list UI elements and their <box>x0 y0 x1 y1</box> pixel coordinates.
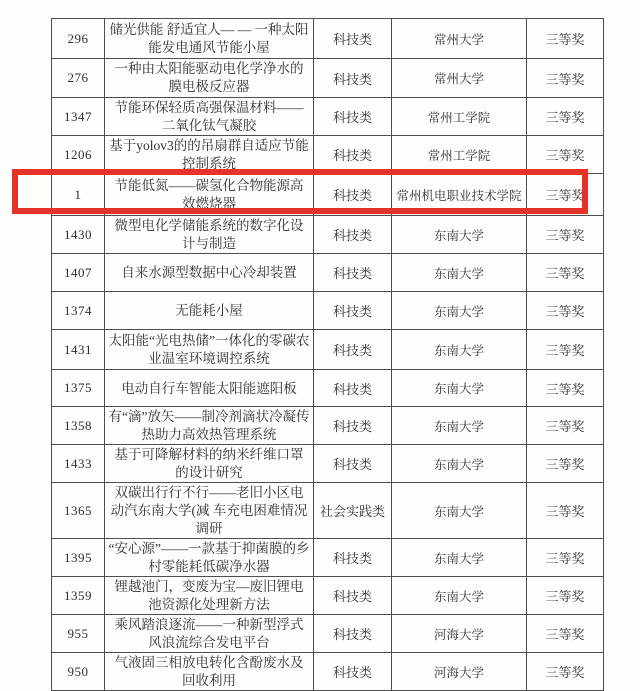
table-row <box>52 216 604 254</box>
category-cell: 科技类 <box>314 136 392 174</box>
table-row <box>52 330 604 370</box>
category-cell: 科技类 <box>314 615 392 653</box>
table-row <box>52 292 604 330</box>
award-cell: 三等奖 <box>527 59 604 98</box>
table-row <box>52 136 604 174</box>
table-row <box>52 407 604 445</box>
award-cell: 三等奖 <box>527 615 604 653</box>
project-title-cell: 基于yolov3的的吊扇群自适应节能控制系统 <box>105 136 314 174</box>
category-cell: 科技类 <box>314 539 392 577</box>
category-cell: 社会实践类 <box>314 483 392 539</box>
entry-number-cell: 1347 <box>52 98 105 136</box>
award-cell: 三等奖 <box>527 254 604 292</box>
project-title-cell: 微型电化学储能系统的数字化设计与制造 <box>105 216 314 254</box>
awards-table <box>51 18 604 691</box>
table-row <box>52 577 604 615</box>
project-title-cell: 节能低氮——碳氢化合物能源高效燃烧器 <box>105 174 314 216</box>
university-cell: 东南大学 <box>392 483 527 539</box>
table-row <box>52 483 604 539</box>
project-title-cell: 一种由太阳能驱动电化学净水的膜电极反应器 <box>105 59 314 98</box>
project-title-cell: 气液固三相放电转化含酚废水及回收利用 <box>105 653 314 691</box>
entry-number-cell: 296 <box>52 19 105 59</box>
category-cell: 科技类 <box>314 174 392 216</box>
entry-number-cell: 1359 <box>52 577 105 615</box>
university-cell: 东南大学 <box>392 330 527 370</box>
award-cell: 三等奖 <box>527 483 604 539</box>
category-cell: 科技类 <box>314 254 392 292</box>
category-cell: 科技类 <box>314 445 392 483</box>
entry-number-cell: 1395 <box>52 539 105 577</box>
table-row <box>52 539 604 577</box>
university-cell: 常州大学 <box>392 19 527 59</box>
entry-number-cell: 1365 <box>52 483 105 539</box>
project-title-cell: 储光供能 舒适宜人— — 一种太阳能发电通风节能小屋 <box>105 19 314 59</box>
university-cell: 常州机电职业技术学院 <box>392 174 527 216</box>
university-cell: 常州大学 <box>392 59 527 98</box>
table-row <box>52 254 604 292</box>
project-title-cell: 基于可降解材料的纳米纤维口罩的设计研究 <box>105 445 314 483</box>
table-row <box>52 445 604 483</box>
entry-number-cell: 1407 <box>52 254 105 292</box>
table-row <box>52 19 604 59</box>
project-title-cell: 自来水源型数据中心冷却装置 <box>105 254 314 292</box>
entry-number-cell: 1430 <box>52 216 105 254</box>
project-title-cell: 有“滴”放矢——制冷剂滴状冷凝传热助力高效热管理系统 <box>105 407 314 445</box>
table-row-highlighted <box>52 174 604 216</box>
table-row <box>52 615 604 653</box>
entry-number-cell: 1 <box>52 174 105 216</box>
table-row <box>52 98 604 136</box>
category-cell: 科技类 <box>314 653 392 691</box>
award-cell: 三等奖 <box>527 330 604 370</box>
award-cell: 三等奖 <box>527 407 604 445</box>
award-cell: 三等奖 <box>527 653 604 691</box>
project-title-cell: “安心源”——一款基于抑菌膜的乡村零能耗低碳净水器 <box>105 539 314 577</box>
university-cell: 河海大学 <box>392 615 527 653</box>
university-cell: 东南大学 <box>392 370 527 407</box>
university-cell: 东南大学 <box>392 216 527 254</box>
award-cell: 三等奖 <box>527 577 604 615</box>
entry-number-cell: 1375 <box>52 370 105 407</box>
entry-number-cell: 1374 <box>52 292 105 330</box>
table-row <box>52 59 604 98</box>
entry-number-cell: 1431 <box>52 330 105 370</box>
award-cell: 三等奖 <box>527 292 604 330</box>
table-row <box>52 370 604 407</box>
university-cell: 东南大学 <box>392 539 527 577</box>
entry-number-cell: 1358 <box>52 407 105 445</box>
category-cell: 科技类 <box>314 370 392 407</box>
category-cell: 科技类 <box>314 59 392 98</box>
entry-number-cell: 1433 <box>52 445 105 483</box>
entry-number-cell: 276 <box>52 59 105 98</box>
award-cell: 三等奖 <box>527 216 604 254</box>
entry-number-cell: 950 <box>52 653 105 691</box>
project-title-cell: 双碳出行行不行——老旧小区电动汽东南大学(减 车充电困难情况调研 <box>105 483 314 539</box>
project-title-cell: 电动自行车智能太阳能遮阳板 <box>105 370 314 407</box>
university-cell: 东南大学 <box>392 254 527 292</box>
university-cell: 河海大学 <box>392 653 527 691</box>
project-title-cell: 乘风踏浪逐流——一种新型浮式风浪流综合发电平台 <box>105 615 314 653</box>
university-cell: 东南大学 <box>392 292 527 330</box>
award-cell: 三等奖 <box>527 539 604 577</box>
award-cell: 三等奖 <box>527 174 604 216</box>
project-title-cell: 太阳能“光电热储”一体化的零碳农业温室环境调控系统 <box>105 330 314 370</box>
university-cell: 东南大学 <box>392 407 527 445</box>
category-cell: 科技类 <box>314 292 392 330</box>
award-cell: 三等奖 <box>527 445 604 483</box>
category-cell: 科技类 <box>314 330 392 370</box>
university-cell: 常州工学院 <box>392 98 527 136</box>
entry-number-cell: 955 <box>52 615 105 653</box>
award-cell: 三等奖 <box>527 98 604 136</box>
award-cell: 三等奖 <box>527 136 604 174</box>
awards-table-container <box>51 18 604 691</box>
university-cell: 东南大学 <box>392 577 527 615</box>
category-cell: 科技类 <box>314 216 392 254</box>
category-cell: 科技类 <box>314 577 392 615</box>
award-cell: 三等奖 <box>527 370 604 407</box>
project-title-cell: 锂越池门，变废为宝—废旧锂电池资源化处理新方法 <box>105 577 314 615</box>
project-title-cell: 节能环保轻质高强保温材料——二氧化钛气凝胶 <box>105 98 314 136</box>
category-cell: 科技类 <box>314 98 392 136</box>
category-cell: 科技类 <box>314 407 392 445</box>
university-cell: 常州工学院 <box>392 136 527 174</box>
project-title-cell: 无能耗小屋 <box>105 292 314 330</box>
category-cell: 科技类 <box>314 19 392 59</box>
award-cell: 三等奖 <box>527 19 604 59</box>
university-cell: 东南大学 <box>392 445 527 483</box>
entry-number-cell: 1206 <box>52 136 105 174</box>
